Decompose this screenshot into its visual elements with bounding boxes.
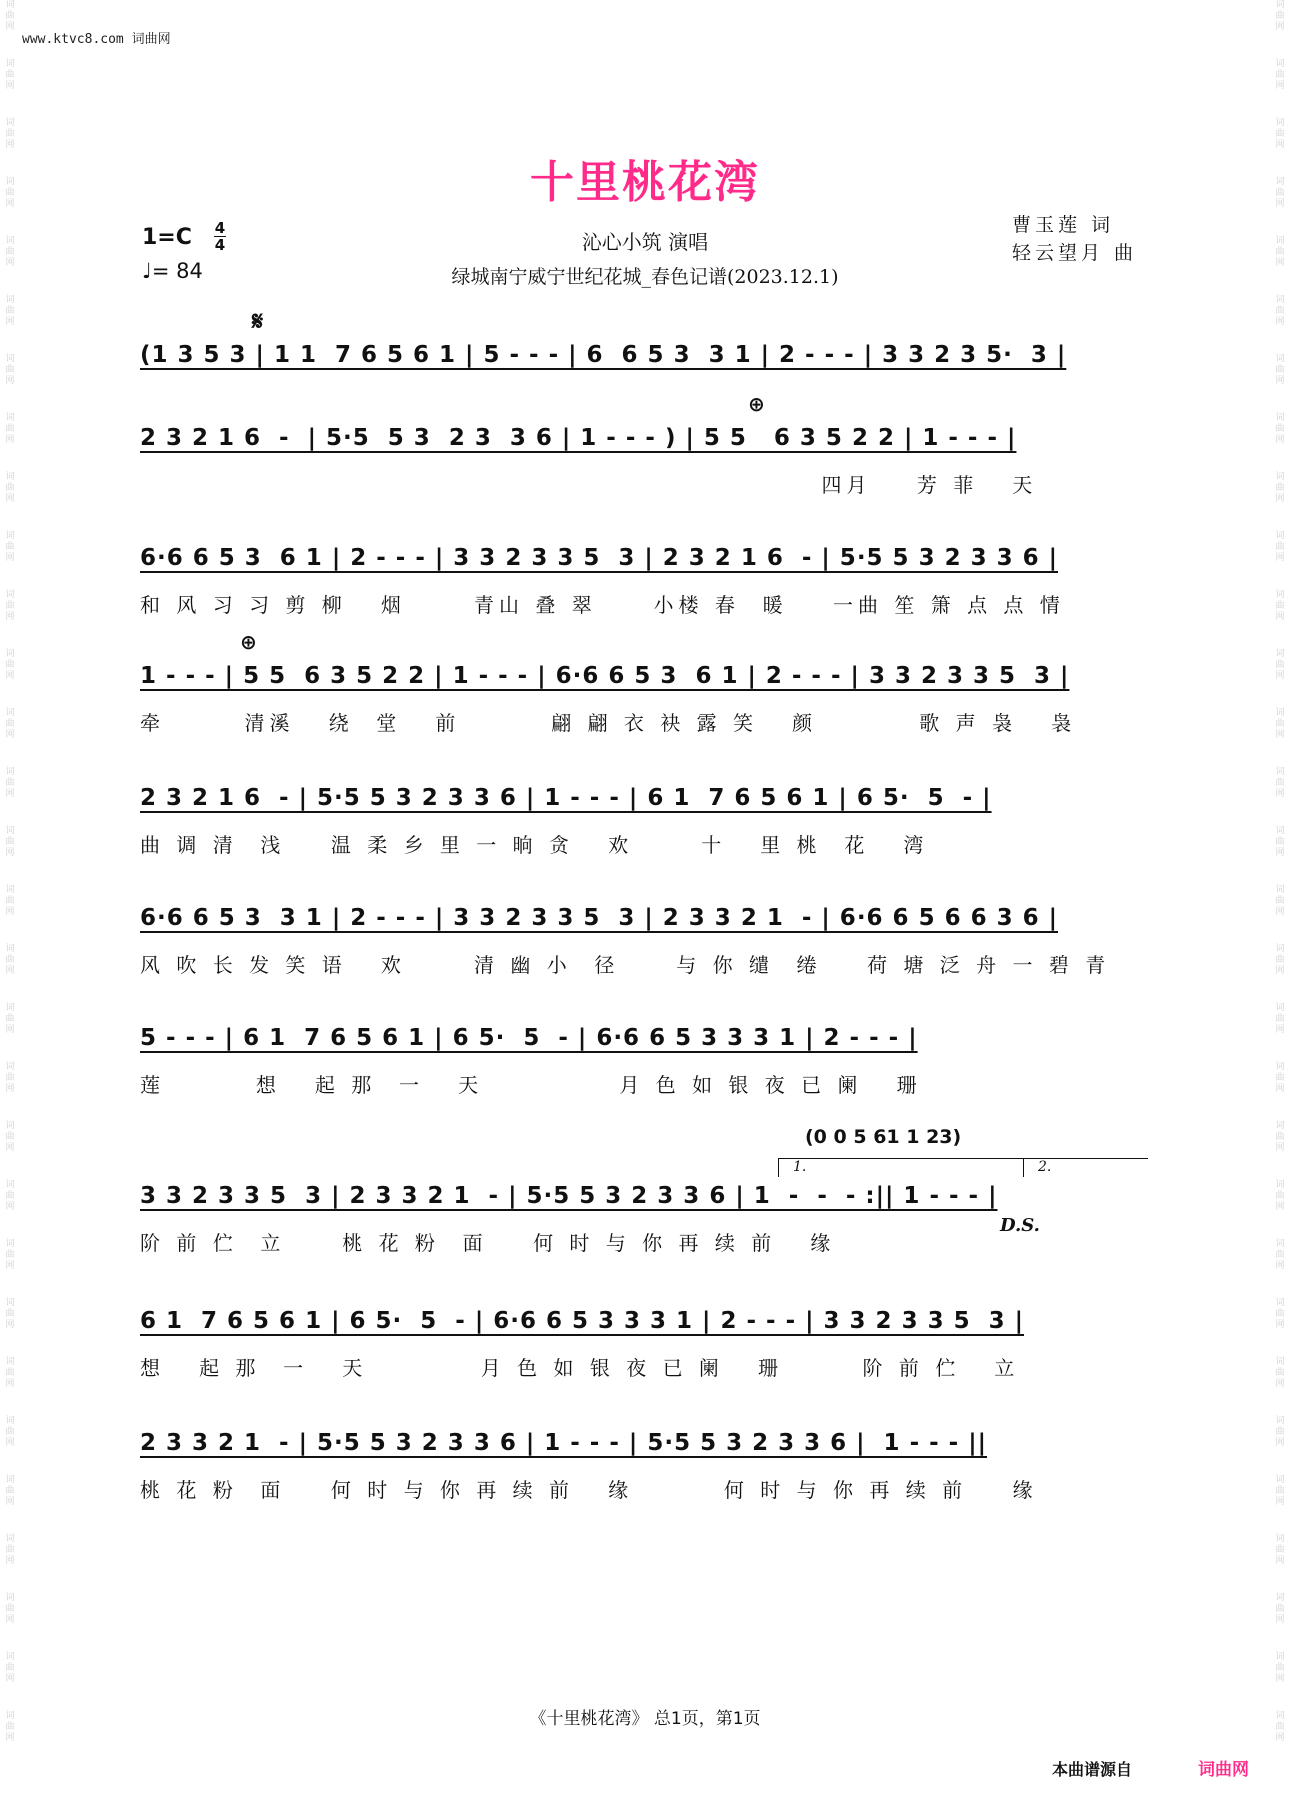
lyrics-line: 莲 想 起 那 一 天 月 色 如 银 夜 已 阑 珊: [140, 1073, 922, 1097]
time-top: 4: [214, 219, 226, 237]
watermark-text: 词 曲 网: [1275, 1239, 1285, 1271]
watermark-text: 词 曲 网: [5, 649, 15, 681]
coda-symbol-2: ⊕: [240, 630, 257, 654]
volta-label-1: 1.: [793, 1159, 807, 1175]
notes-line: 1 - - - | 5 5 6 3 5 2 2 | 1 - - - | 6·6 6 5 3 6 1 | 2 - - - | 3 3 2 3 3 5 3 |: [140, 663, 1070, 689]
notes-line: 6 1 7 6 5 6 1 | 6 5· 5 - | 6·6 6 5 3 3 3 1 | 2 - - - | 3 3 2 3 3 5 3 |: [140, 1308, 1025, 1334]
watermark-text: 词 曲 网: [5, 1180, 15, 1212]
watermark-text: 词 曲 网: [5, 295, 15, 327]
lyrics-line: 想 起 那 一 天 月 色 如 银 夜 已 阑 珊 阶 前 伫 立: [140, 1356, 1020, 1380]
notes-line: (1 3 5 3 | 1 1 7 6 5 6 1 | 5 - - - | 6 6 5 3 3 1 | 2 - - - | 3 3 2 3 5· 3 |: [140, 342, 1067, 368]
watermark-text: 词 曲 网: [1275, 1180, 1285, 1212]
watermark-text: 词 曲 网: [5, 177, 15, 209]
watermark-text: 词 曲 网: [1275, 295, 1285, 327]
lyrics-line: 牵 清溪 绕 堂 前 翩 翩 衣 袂 露 笑 颜 歌 声 袅 袅: [140, 711, 1077, 735]
watermark-text: 词 曲 网: [1275, 354, 1285, 386]
lyricist-credit: 曹玉莲 词: [1012, 214, 1115, 236]
watermark-text: 词 曲 网: [5, 236, 15, 268]
lyrics-line: 曲 调 清 浅 温 柔 乡 里 一 晌 贪 欢 十 里 桃 花 湾: [140, 833, 929, 857]
watermark-text: 词 曲 网: [1275, 944, 1285, 976]
watermark-text: 词 曲 网: [5, 1062, 15, 1094]
watermark-text: 词 曲 网: [1275, 885, 1285, 917]
watermark-text: 词 曲 网: [5, 1534, 15, 1566]
watermark-text: 词 曲 网: [5, 1003, 15, 1035]
watermark-text: 词 曲 网: [1275, 1121, 1285, 1153]
watermark-text: 词 曲 网: [5, 767, 15, 799]
watermark-text: 词 曲 网: [5, 1593, 15, 1625]
notes-line: 2 3 2 1 6 - | 5·5 5 3 2 3 3 6 | 1 - - - ) | 5 5 6 3 5 2 2 | 1 - - - |: [140, 425, 1017, 451]
watermark-text: 词 曲 网: [5, 1711, 15, 1743]
watermark-text: 词 曲 网: [5, 708, 15, 740]
watermark-text: 词 曲 网: [1275, 590, 1285, 622]
volta-bracket-1: [778, 1158, 1024, 1177]
watermark-text: 词 曲 网: [5, 1298, 15, 1330]
lyrics-line: 和 风 习 习 剪 柳 烟 青山 叠 翠 小楼 春 暖 一曲 笙 箫 点 点 情: [140, 593, 1065, 617]
notes-line: 2 3 2 1 6 - | 5·5 5 3 2 3 3 6 | 1 - - - | 6 1 7 6 5 6 1 | 6 5· 5 - |: [140, 785, 992, 811]
lyrics-line: 风 吹 长 发 笑 语 欢 清 幽 小 径 与 你 缱 绻 荷 塘 泛 舟 一 碧 青: [140, 953, 1111, 977]
watermark-text: 词 曲 网: [5, 531, 15, 563]
watermark-text: 词 曲 网: [5, 1416, 15, 1448]
watermark-text: 词 曲 网: [5, 0, 15, 32]
watermark-text: 词 曲 网: [1275, 531, 1285, 563]
watermark-text: 词 曲 网: [5, 472, 15, 504]
watermark-text: 词 曲 网: [1275, 1711, 1285, 1743]
lyrics-line: 桃 花 粉 面 何 时 与 你 再 续 前 缘 何 时 与 你 再 续 前 缘: [140, 1478, 1038, 1502]
notes-line: 3 3 2 3 3 5 3 | 2 3 3 2 1 - | 5·5 5 3 2 3 3 6 | 1 - - - :|| 1 - - - |: [140, 1183, 998, 1209]
watermark-text: 词 曲 网: [1275, 177, 1285, 209]
watermark-text: 词 曲 网: [5, 885, 15, 917]
segno-symbol: 𝄋: [252, 307, 264, 337]
watermark-text: 词 曲 网: [1275, 826, 1285, 858]
watermark-text: 词 曲 网: [1275, 472, 1285, 504]
intro-fill: (0 0 5 61 1 23): [805, 1126, 962, 1148]
watermark-text: 词 曲 网: [1275, 413, 1285, 445]
watermark-text: 词 曲 网: [5, 826, 15, 858]
watermark-text: 词 曲 网: [5, 118, 15, 150]
source-site-link[interactable]: 词曲网: [1198, 1760, 1249, 1780]
watermark-text: 词 曲 网: [5, 413, 15, 445]
site-url[interactable]: www.ktvc8.com 词曲网: [22, 32, 171, 47]
notes-line: 2 3 3 2 1 - | 5·5 5 3 2 3 3 6 | 1 - - - | 5·5 5 3 2 3 3 6 | 1 - - - ||: [140, 1430, 988, 1456]
watermark-text: 词 曲 网: [5, 354, 15, 386]
watermark-text: 词 曲 网: [1275, 59, 1285, 91]
ds-marking: D.S.: [1000, 1215, 1040, 1236]
volta-label-2: 2.: [1038, 1159, 1052, 1175]
lyrics-line: 四月 芳 菲 天: [140, 473, 1038, 497]
notes-line: 6·6 6 5 3 6 1 | 2 - - - | 3 3 2 3 3 5 3 | 2 3 2 1 6 - | 5·5 5 3 2 3 3 6 |: [140, 545, 1059, 571]
watermark-text: 词 曲 网: [1275, 708, 1285, 740]
source-label: 本曲谱源自: [1052, 1760, 1133, 1779]
notes-line: 6·6 6 5 3 3 1 | 2 - - - | 3 3 2 3 3 5 3 | 2 3 3 2 1 - | 6·6 6 5 6 6 3 6 |: [140, 905, 1059, 931]
watermark-text: 词 曲 网: [1275, 1593, 1285, 1625]
watermark-text: 词 曲 网: [5, 944, 15, 976]
watermark-text: 词 曲 网: [1275, 1003, 1285, 1035]
watermark-text: 词 曲 网: [5, 1475, 15, 1507]
lyrics-line: 阶 前 伫 立 桃 花 粉 面 何 时 与 你 再 续 前 缘: [140, 1231, 836, 1255]
watermark-text: 词 曲 网: [1275, 1652, 1285, 1684]
watermark-text: 词 曲 网: [1275, 649, 1285, 681]
notes-line: 5 - - - | 6 1 7 6 5 6 1 | 6 5· 5 - | 6·6 6 5 3 3 3 1 | 2 - - - |: [140, 1025, 918, 1051]
watermark-text: 词 曲 网: [1275, 1062, 1285, 1094]
watermark-text: 词 曲 网: [1275, 1298, 1285, 1330]
coda-symbol: ⊕: [748, 392, 765, 416]
watermark-text: 词 曲 网: [5, 590, 15, 622]
watermark-text: 词 曲 网: [1275, 118, 1285, 150]
watermark-text: 词 曲 网: [5, 1652, 15, 1684]
volta-bracket-2: [1023, 1158, 1148, 1177]
singer-credit: 沁心小筑 演唱: [581, 230, 709, 254]
watermark-text: 词 曲 网: [5, 59, 15, 91]
watermark-text: 词 曲 网: [5, 1239, 15, 1271]
watermark-text: 词 曲 网: [1275, 1534, 1285, 1566]
watermark-text: 词 曲 网: [1275, 767, 1285, 799]
time-bottom: 4: [214, 236, 226, 254]
watermark-text: 词 曲 网: [5, 1357, 15, 1389]
watermark-text: 词 曲 网: [5, 1121, 15, 1153]
song-title: 十里桃花湾: [530, 157, 760, 208]
key-signature: 1=C: [142, 225, 192, 250]
watermark-text: 词 曲 网: [1275, 1416, 1285, 1448]
tempo-marking: ♩= 84: [142, 259, 203, 283]
watermark-text: 词 曲 网: [1275, 1357, 1285, 1389]
composer-credit: 轻云望月 曲: [1012, 242, 1138, 264]
watermark-text: 词 曲 网: [1275, 236, 1285, 268]
page-footer: 《十里桃花湾》 总1页，第1页: [529, 1709, 761, 1729]
transcriber-credit: 绿城南宁威宁世纪花城_春色记谱(2023.12.1): [451, 266, 839, 288]
watermark-text: 词 曲 网: [1275, 1475, 1285, 1507]
watermark-text: 词 曲 网: [1275, 0, 1285, 32]
